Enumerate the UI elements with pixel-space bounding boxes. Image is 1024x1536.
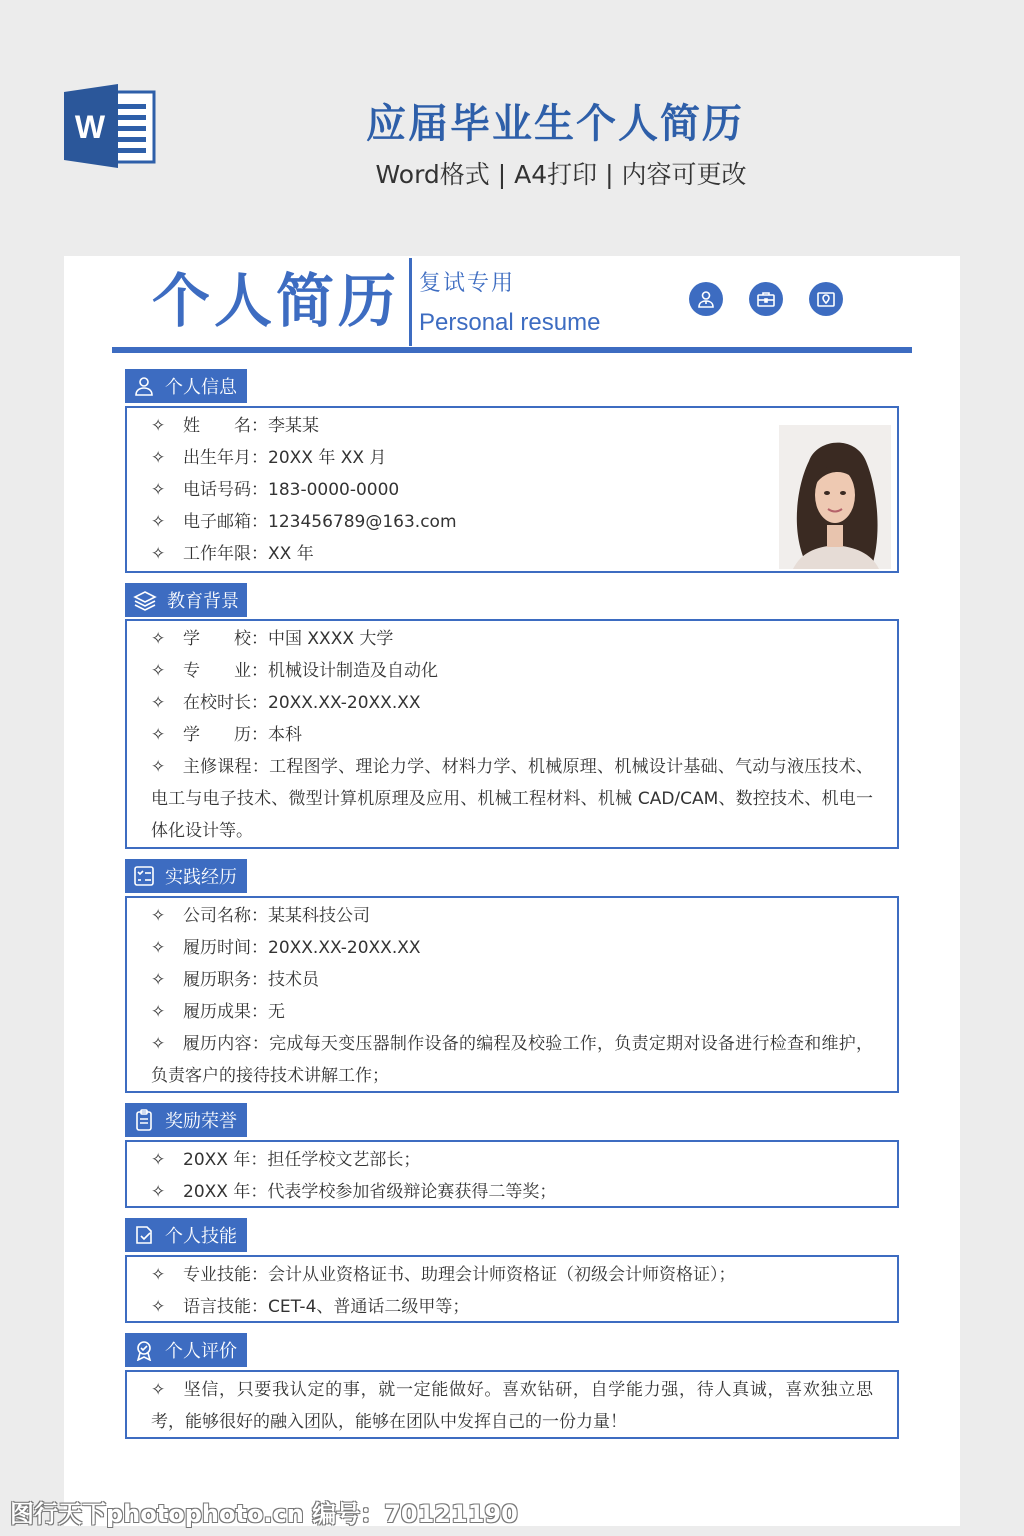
section-box-evaluation <box>125 1370 899 1439</box>
edu-courses: ✧ 主修课程：工程图学、理论力学、材料力学、机械原理、机械设计基础、气动与液压技术、电工与电子技术、微型计算机原理及应用、机械工程材料、机械 CAD/CAM、数控技术、机电一体化设计等。 <box>151 757 873 841</box>
edu-row-major: ✧ 专 业：机械设计制造及自动化 <box>151 661 438 681</box>
practice-row-position: ✧ 履历职务：技术员 <box>151 970 319 990</box>
awards-row-2: ✧ 20XX 年：代表学校参加省级辩论赛获得二等奖； <box>151 1182 557 1202</box>
checklist-icon <box>133 865 155 887</box>
section-box-skills <box>125 1255 899 1323</box>
practice-row-time: ✧ 履历时间：20XX.XX-20XX.XX <box>151 938 421 958</box>
resume-page <box>64 256 960 1526</box>
practice-content: ✧ 履历内容：完成每天变压器制作设备的编程及校验工作，负责定期对设备进行检查和维护，负责客户的接待技术讲解工作； <box>151 1034 873 1086</box>
section-tab-info <box>125 369 247 403</box>
banner-title: 应届毕业生个人简历 <box>366 101 744 147</box>
info-row-name: ✧ 姓 名：李某某 <box>151 416 319 436</box>
resume-title: 个人简历 <box>152 267 401 335</box>
section-box-info <box>125 406 899 573</box>
resume-subtitle-cn: 复试专用 <box>419 271 516 296</box>
skills-row-professional: ✧ 专业技能：会计从业资格证书、助理会计师资格证（初级会计师资格证）； <box>151 1265 736 1285</box>
profile-photo <box>779 425 891 569</box>
banner-subtitle: Word格式 | A4打印 | 内容可更改 <box>375 160 747 189</box>
clipboard-icon <box>133 1109 155 1131</box>
section-tab-skills <box>125 1218 247 1252</box>
svg-text:W: W <box>74 109 106 145</box>
section-tab-evaluation <box>125 1333 247 1367</box>
user-icon <box>133 375 155 397</box>
section-title-awards: 奖励荣誉 <box>165 1111 237 1132</box>
section-title-skills: 个人技能 <box>165 1226 237 1247</box>
info-row-birth: ✧ 出生年月：20XX 年 XX 月 <box>151 448 387 468</box>
header-divider <box>409 258 412 346</box>
section-title-education: 教育背景 <box>167 591 239 612</box>
section-tab-practice <box>125 859 247 893</box>
edu-row-school: ✧ 学 校：中国 XXXX 大学 <box>151 629 394 649</box>
section-box-practice <box>125 896 899 1093</box>
section-tab-education <box>125 583 247 617</box>
practice-row-company: ✧ 公司名称：某某科技公司 <box>151 906 370 926</box>
watermark: 图行天下photophoto.cn 编号：70121190 <box>10 1500 518 1528</box>
section-box-education <box>125 619 899 849</box>
briefcase-icon <box>749 282 783 316</box>
map-pin-icon <box>809 282 843 316</box>
edu-row-duration: ✧ 在校时长：20XX.XX-20XX.XX <box>151 693 421 713</box>
skills-row-language: ✧ 语言技能：CET-4、普通话二级甲等； <box>151 1297 470 1317</box>
evaluation-content: ✧ 坚信，只要我认定的事，就一定能做好。喜欢钻研，自学能力强，待人真诚，喜欢独立思考，能够很好的融入团队，能够在团队中发挥自己的一份力量！ <box>151 1380 873 1432</box>
header-underline <box>112 347 912 353</box>
section-title-info: 个人信息 <box>165 377 237 398</box>
section-title-practice: 实践经历 <box>165 867 237 888</box>
section-title-evaluation: 个人评价 <box>165 1341 237 1362</box>
user-badge-icon <box>689 282 723 316</box>
tools-icon <box>133 1224 155 1246</box>
resume-subtitle-en: Personal resume <box>419 309 601 336</box>
section-tab-awards <box>125 1103 247 1137</box>
award-icon <box>133 1339 155 1361</box>
info-row-email: ✧ 电子邮箱：123456789@163.com <box>151 512 457 532</box>
section-box-awards <box>125 1140 899 1208</box>
awards-row-1: ✧ 20XX 年：担任学校文艺部长； <box>151 1150 421 1170</box>
layers-icon <box>133 589 157 611</box>
info-row-years: ✧ 工作年限：XX 年 <box>151 544 314 564</box>
practice-row-result: ✧ 履历成果：无 <box>151 1002 285 1022</box>
info-row-phone: ✧ 电话号码：183-0000-0000 <box>151 480 400 500</box>
edu-row-degree: ✧ 学 历：本科 <box>151 725 302 745</box>
